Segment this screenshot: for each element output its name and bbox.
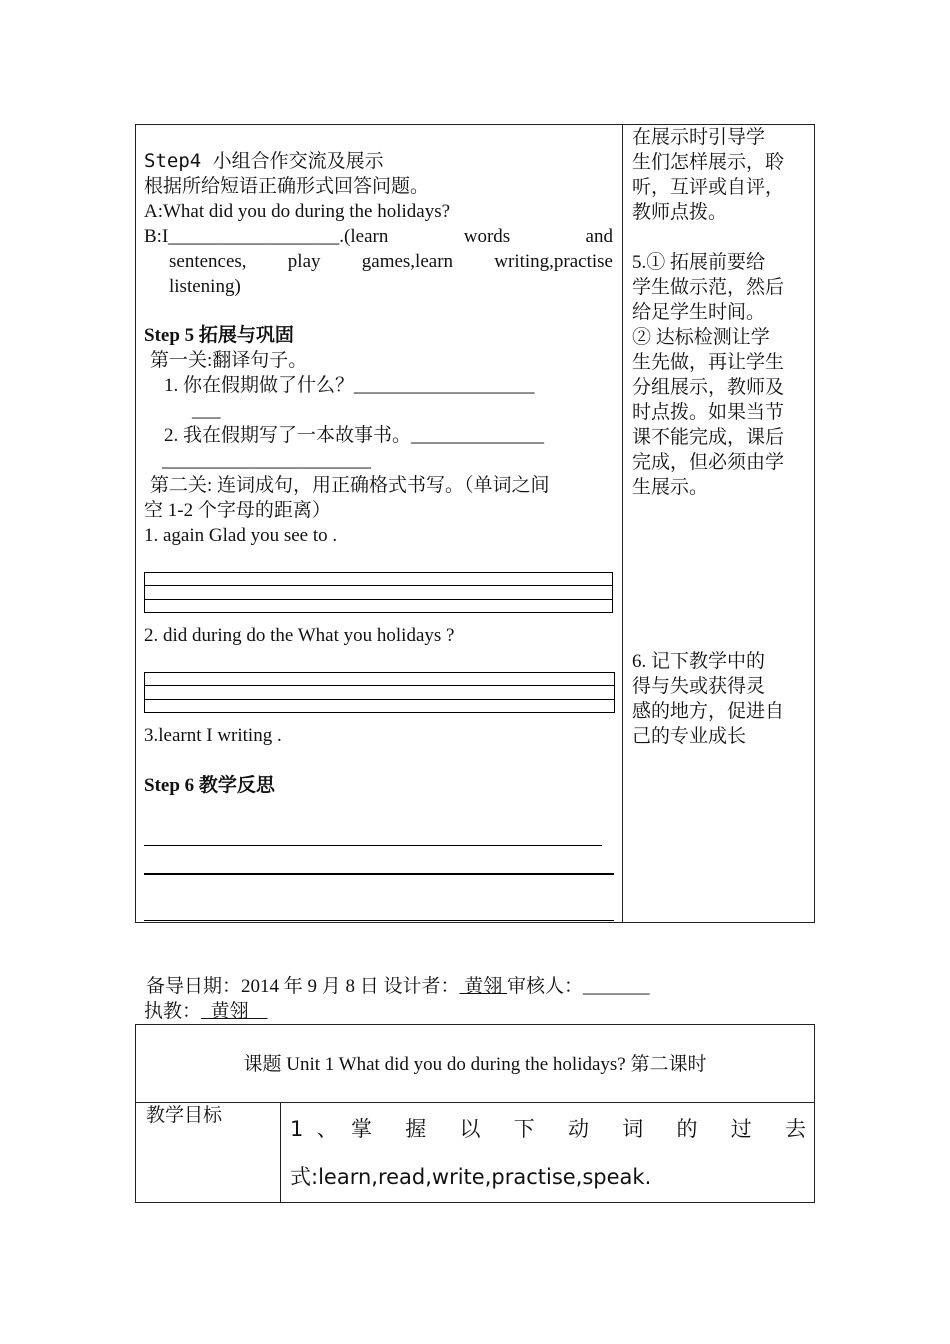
teacher-label: 执教： — [144, 1001, 202, 1022]
writing-lines-1 — [144, 572, 614, 614]
note-5-line: 5.① 拓展前要给 — [632, 252, 766, 273]
note-5-line: 给足学生时间。 — [632, 302, 766, 323]
note-6-line: 己的专业成长 — [632, 726, 747, 747]
step4-instruction: 根据所给短语正确形式回答问题。 — [144, 176, 430, 197]
reviewer-label: 审核人： — [507, 976, 584, 997]
dialog-b-line3: listening) — [169, 276, 241, 297]
reviewer-blank: _______ — [583, 976, 650, 997]
level1-heading: 第一关:翻译句子。 — [150, 350, 308, 371]
note-6-line: 6. 记下教学中的 — [632, 651, 766, 672]
note-a-line: 在展示时引导学 — [632, 127, 766, 148]
dialog-b-line2: sentences, play games,learn writing,practise — [169, 251, 613, 272]
step6-title: Step 6 教学反思 — [144, 775, 275, 796]
dialog-b-line1: B:I__________________.(learn words and — [144, 226, 613, 247]
level2-heading: 第二关: 连词成句，用正确格式书写。（单词之间 — [150, 475, 550, 496]
column-divider — [622, 124, 623, 923]
order-question-1: 1. again Glad you see to . — [144, 525, 338, 546]
note-5-line: 生展示。 — [632, 477, 709, 498]
note-6-line: 得与失或获得灵 — [632, 676, 766, 697]
order-question-2: 2. did during do the What you holidays ? — [144, 625, 455, 646]
teacher-line — [144, 999, 268, 1024]
note-a-line: 教师点拨。 — [632, 202, 728, 223]
note-a-line: 听，互评或自评， — [632, 177, 785, 198]
objective-line-1: 1、掌 握 以 下 动 词 的 过 去 — [290, 1117, 806, 1141]
reflection-line-2 — [144, 873, 614, 875]
step5-title: Step 5 拓展与巩固 — [144, 325, 294, 346]
level2-heading-continued: 空 1-2 个字母的距离） — [144, 500, 331, 521]
reflection-line-3 — [144, 920, 614, 921]
table-col-divider — [280, 1102, 281, 1203]
prep-info-line — [146, 974, 650, 999]
designer-name: 黄翎 — [459, 976, 508, 997]
reflection-line-1 — [144, 845, 602, 846]
note-5-line: 生先做，再让学生 — [632, 352, 785, 373]
note-5-line: ② 达标检测让学 — [632, 327, 770, 348]
prep-info — [146, 974, 806, 1026]
note-5-line: 时点拨。如果当节 — [632, 402, 785, 423]
note-5-line: 完成，但必须由学 — [632, 452, 785, 473]
note-5-line: 分组展示，教师及 — [632, 377, 785, 398]
note-5-line: 学生做示范，然后 — [632, 277, 785, 298]
table-row-divider — [135, 1102, 815, 1103]
step4-title: Step4 小组合作交流及展示 — [144, 150, 384, 172]
translate-question-1-continued: ___ — [192, 400, 221, 421]
objective-line-2: 式:learn,read,write,practise,speak. — [290, 1165, 652, 1189]
translate-question-2: 2. 我在假期写了一本故事书。______________ — [164, 425, 545, 446]
order-question-3: 3.learnt I writing . — [144, 725, 282, 746]
objective-label: 教学目标 — [146, 1105, 223, 1126]
translate-question-2-continued: ______________________ — [162, 450, 371, 471]
translate-question-1: 1. 你在假期做了什么？___________________ — [164, 375, 535, 396]
lesson-topic: 课题 Unit 1 What did you do during the holidays? 第二课时 — [243, 1054, 707, 1075]
activity-column — [144, 149, 614, 919]
note-a-line: 生们怎样展示，聆 — [632, 152, 785, 173]
dialog-a: A:What did you do during the holidays? — [144, 201, 451, 222]
note-6-line: 感的地方，促进自 — [632, 701, 785, 722]
note-5-line: 课不能完成，课后 — [632, 427, 785, 448]
writing-lines-2 — [144, 672, 614, 714]
prep-date-label: 备导日期：2014 年 9 月 8 日 设计者： — [146, 976, 460, 997]
teacher-name: 黄翎 — [201, 1001, 268, 1022]
